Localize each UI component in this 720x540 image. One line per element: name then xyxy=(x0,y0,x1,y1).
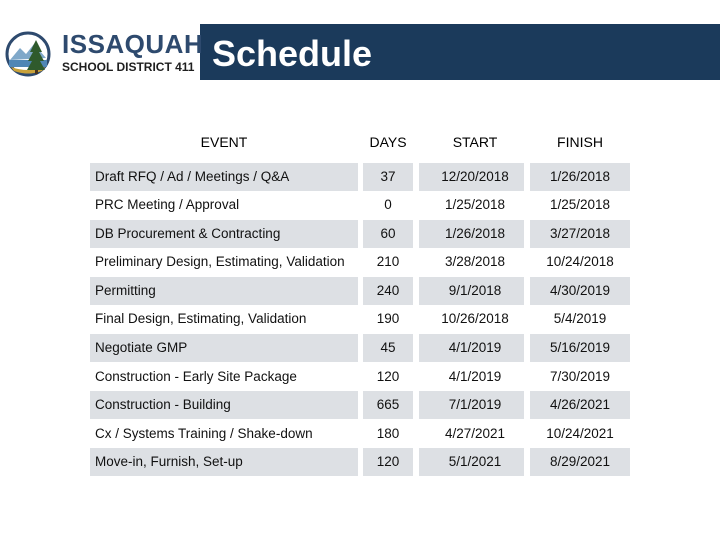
event-cell: Preliminary Design, Estimating, Validation xyxy=(95,254,345,269)
days-cell: 60 xyxy=(380,226,396,241)
days-cell: 0 xyxy=(384,197,392,212)
table-row xyxy=(90,277,630,305)
table-row xyxy=(90,191,630,219)
column-header-start: START xyxy=(452,134,498,150)
finish-cell: 5/16/2019 xyxy=(549,340,611,355)
finish-cell: 8/29/2021 xyxy=(549,454,611,469)
finish-cell: 7/30/2019 xyxy=(549,369,611,384)
start-cell: 5/1/2021 xyxy=(448,454,502,469)
event-cell: Construction - Building xyxy=(95,397,231,412)
event-cell: DB Procurement & Contracting xyxy=(95,226,281,241)
start-cell: 12/20/2018 xyxy=(441,169,509,184)
page-title: Schedule xyxy=(212,33,373,74)
event-cell: Construction - Early Site Package xyxy=(95,369,297,384)
finish-cell: 4/30/2019 xyxy=(549,283,611,298)
column-header-days: DAYS xyxy=(369,134,407,150)
start-cell: 4/27/2021 xyxy=(444,426,506,441)
start-cell: 1/25/2018 xyxy=(444,197,506,212)
finish-cell: 10/24/2021 xyxy=(546,426,614,441)
days-cell: 210 xyxy=(376,254,400,269)
column-header-finish: FINISH xyxy=(557,134,603,150)
start-cell: 4/1/2019 xyxy=(448,369,502,384)
table-row xyxy=(90,420,630,448)
column-header-event: EVENT xyxy=(200,134,248,150)
logo-subtitle: SCHOOL DISTRICT 411 xyxy=(62,60,195,74)
finish-cell: 5/4/2019 xyxy=(553,311,607,326)
finish-cell: 1/26/2018 xyxy=(549,169,611,184)
table-row xyxy=(90,163,630,191)
table-row xyxy=(90,391,630,419)
start-cell: 10/26/2018 xyxy=(441,311,509,326)
event-cell: Move-in, Furnish, Set-up xyxy=(95,454,243,469)
days-cell: 45 xyxy=(380,340,396,355)
finish-cell: 4/26/2021 xyxy=(549,397,611,412)
start-cell: 4/1/2019 xyxy=(448,340,502,355)
start-cell: 3/28/2018 xyxy=(444,254,506,269)
start-cell: 1/26/2018 xyxy=(444,226,506,241)
event-cell: Final Design, Estimating, Validation xyxy=(95,311,307,326)
days-cell: 190 xyxy=(376,311,400,326)
finish-cell: 1/25/2018 xyxy=(549,197,611,212)
start-cell: 9/1/2018 xyxy=(448,283,502,298)
days-cell: 120 xyxy=(376,369,400,384)
table-row xyxy=(90,305,630,333)
days-cell: 37 xyxy=(380,169,396,184)
event-cell: Draft RFQ / Ad / Meetings / Q&A xyxy=(95,169,290,184)
table-row xyxy=(90,363,630,391)
finish-cell: 3/27/2018 xyxy=(549,226,611,241)
days-cell: 665 xyxy=(376,397,400,412)
event-cell: Permitting xyxy=(95,283,156,298)
logo-wordmark: ISSAQUAH xyxy=(62,29,204,59)
district-logo-icon xyxy=(2,30,58,78)
table-row xyxy=(90,248,630,276)
finish-cell: 10/24/2018 xyxy=(546,254,614,269)
event-cell: Cx / Systems Training / Shake-down xyxy=(95,426,313,441)
days-cell: 240 xyxy=(376,283,400,298)
days-cell: 180 xyxy=(376,426,400,441)
event-cell: PRC Meeting / Approval xyxy=(95,197,240,212)
start-cell: 7/1/2019 xyxy=(448,397,502,412)
table-row xyxy=(90,220,630,248)
days-cell: 120 xyxy=(376,454,400,469)
event-cell: Negotiate GMP xyxy=(95,340,188,355)
table-row xyxy=(90,448,630,476)
table-row xyxy=(90,334,630,362)
